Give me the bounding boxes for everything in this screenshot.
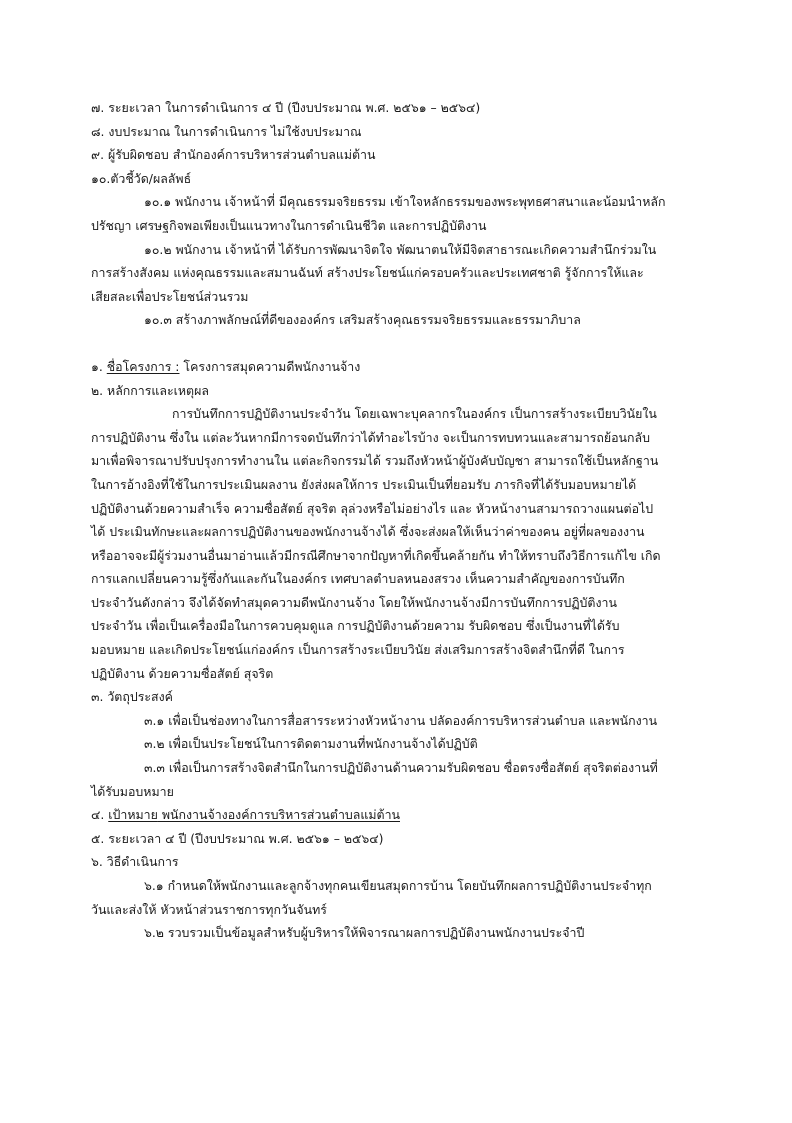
principle-line: หรืออาจจะมีผู้ร่วมงานอื่นมาอ่านแล้วมีกรณีศึกษาจากปัญหาที่เกิดขึ้นคล้ายกัน ทำให้ทราบถึงวิธีการแก้ไข เกิด — [91, 547, 661, 563]
target-value: พนักงานจ้างองค์การบริหารส่วนตำบลแม่ต้าน — [157, 807, 400, 823]
objective-3-1: ๓.๑ เพื่อเป็นช่องทางในการสื่อสารระหว่างหัวหน้างาน ปลัดองค์การบริหารส่วนตำบล และพนักงาน — [144, 712, 658, 728]
principle-heading: ๒. หลักการและเหตุผล — [91, 382, 209, 398]
principle-line: ได้ ประเมินทักษะและผลการปฏิบัติงานของพนักงานจ้างได้ ซึ่งจะส่งผลให้เห็นว่าค่าของคน อยู่ที่ผลของงาน — [91, 524, 645, 540]
method-heading: ๖. วิธีดำเนินการ — [91, 854, 179, 870]
target-prefix: ๔. — [91, 807, 109, 823]
principle-line: ประจำวันดังกล่าว จึงได้จัดทำสมุดความดีพนักงานจ้าง โดยให้พนักงานจ้างมีการบันทึกการปฏิบัติงาน — [91, 594, 617, 610]
project-name-value: โครงการสมุดความดีพนักงานจ้าง — [179, 358, 361, 374]
principle-line: ประจำวัน เพื่อเป็นเครื่องมือในการควบคุมดูแล การปฏิบัติงานด้วยความ รับผิดชอบ ซึ่งเป็นงานที่ได้รับ — [91, 618, 620, 634]
principle-line: มอบหมาย และเกิดประโยชน์แก่องค์กร เป็นการสร้างระเบียบวินัย ส่งเสริมการสร้างจิตสำนึกที่ดี ในการ — [91, 642, 625, 658]
objective-3-2: ๓.๒ เพื่อเป็นประโยชน์ในการติดตามงานที่พนักงานจ้างได้ปฏิบัติ — [144, 736, 478, 752]
target-label: เป้าหมาย — [108, 807, 158, 823]
section-7-duration: ๗. ระยะเวลา ในการดำเนินการ ๔ ปี (ปีงบประมาณ พ.ศ. ๒๕๖๑ – ๒๕๖๔) — [91, 100, 481, 115]
project-name-prefix: ๑. — [91, 358, 107, 374]
indicator-10-3: ๑๐.๓ สร้างภาพลักษณ์ที่ดีขององค์กร เสริมสร้างคุณธรรมจริยธรรมและธรรมาภิบาล — [144, 312, 581, 328]
objective-heading: ๓. วัตถุประสงค์ — [91, 689, 173, 705]
method-6-2: ๖.๒ รวบรวมเป็นข้อมูลสำหรับผู้บริหารให้พิจารณาผลการปฏิบัติงานพนักงานประจำปี — [144, 925, 585, 941]
indicator-10-2-line: การสร้างสังคม แห่งคุณธรรมและสมานฉันท์ สร้างประโยชน์แก่ครอบครัวและประเทศชาติ รู้จักการให้และ — [91, 265, 644, 281]
principle-line: การแลกเปลี่ยนความรู้ซึ่งกันและกันในองค์กร เทศบาลตำบลหนองสรวง เห็นความสำคัญของการบันทึก — [91, 571, 625, 587]
indicator-10-2-line: ๑๐.๒ พนักงาน เจ้าหน้าที่ ได้รับการพัฒนาจิตใจ พัฒนาตนให้มีจิตสาธารณะเกิดความสำนึกร่วมใน — [144, 241, 657, 257]
section-10-indicators-heading: ๑๐.ตัวชี้วัด/ผลลัพธ์ — [91, 170, 192, 186]
principle-line: การปฏิบัติงาน ซึ่งใน แต่ละวันหากมีการจดบันทึกว่าได้ทำอะไรบ้าง จะเป็นการทบทวนและสามารถย้อนกลับ — [91, 429, 650, 445]
objective-3-3-line: ๓.๓ เพื่อเป็นการสร้างจิตสำนึกในการปฏิบัติงานด้านความรับผิดชอบ ซื่อตรงซื่อสัตย์ สุจริตต่องานที่ — [144, 760, 658, 776]
document-page — [91, 96, 703, 945]
principle-line: ปฏิบัติงาน ด้วยความซื่อสัตย์ สุจริต — [91, 665, 274, 681]
method-6-1-line: วันและส่งให้ หัวหน้าส่วนราชการทุกวันจันทร์ — [91, 901, 327, 917]
method-6-1-line: ๖.๑ กำหนดให้พนักงานและลูกจ้างทุกคนเขียนสมุดการบ้าน โดยบันทึกผลการปฏิบัติงานประจำทุก — [144, 878, 652, 893]
project-duration: ๕. ระยะเวลา ๔ ปี (ปีงบประมาณ พ.ศ. ๒๕๖๑ – ๒๕๖๔) — [91, 830, 384, 846]
principle-line: มาเพื่อพิจารณาปรับปรุงการทำงานใน แต่ละกิจกรรมได้ รวมถึงหัวหน้าผู้บังคับบัญชา สามารถใช้เป็นหลักฐาน — [91, 453, 659, 469]
target-line — [91, 803, 703, 827]
indicator-10-1-line: ปรัชญา เศรษฐกิจพอเพียงเป็นแนวทางในการดำเนินชีวิต และการปฏิบัติงาน — [91, 217, 487, 233]
project-name-label: ชื่อโครงการ : — [106, 358, 180, 374]
indicator-10-1-line: ๑๐.๑ พนักงาน เจ้าหน้าที่ มีคุณธรรมจริยธรรม เข้าใจหลักธรรมของพระพุทธศาสนาและน้อมนำหลัก — [144, 194, 666, 210]
principle-line: ปฏิบัติงานด้วยความสำเร็จ ความซื่อสัตย์ สุจริต ลุล่วงหรือไม่อย่างไร และ หัวหน้างานสามารถวางแผนต่อไป — [91, 500, 654, 516]
principle-line: ในการอ้างอิงที่ใช้ในการประเมินผลงาน ยังส่งผลให้การ ประเมินเป็นที่ยอมรับ ภารกิจที่ได้รับมอบหมายได้ — [91, 476, 637, 492]
section-spacer — [91, 332, 703, 355]
indicator-10-2-line: เสียสละเพื่อประโยชน์ส่วนรวม — [91, 288, 249, 304]
section-9-responsible: ๙. ผู้รับผิดชอบ สำนักองค์การบริหารส่วนตำบลแม่ต้าน — [91, 147, 376, 163]
project-name-line — [91, 355, 703, 379]
section-8-budget: ๘. งบประมาณ ในการดำเนินการ ไม่ใช้งบประมาณ — [91, 123, 362, 139]
principle-line: การบันทึกการปฏิบัติงานประจำวัน โดยเฉพาะบุคลากรในองค์กร เป็นการสร้างระเบียบวินัยใน — [172, 406, 657, 422]
objective-3-3-line: ได้รับมอบหมาย — [91, 783, 174, 799]
